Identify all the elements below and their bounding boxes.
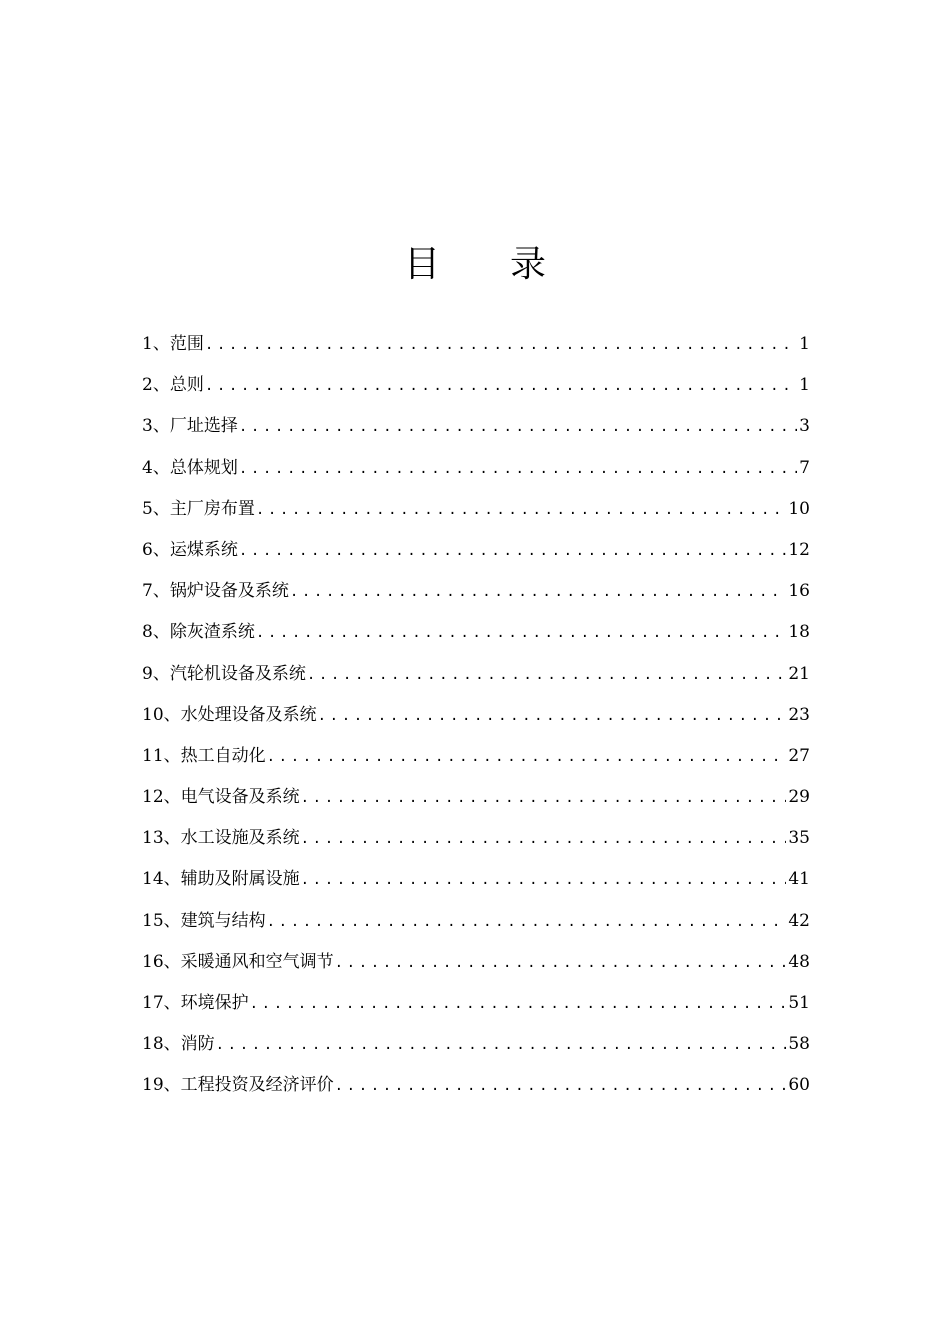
- toc-entry-label: 13、水工设施及系统: [142, 828, 300, 849]
- toc-entry-18[interactable]: [142, 1028, 810, 1069]
- toc-leader-dots: [301, 864, 787, 896]
- toc-entry-17[interactable]: [142, 987, 810, 1028]
- toc-entry-page: 18: [788, 622, 810, 643]
- toc-entry-page: 10: [788, 498, 810, 519]
- toc-entry-label: 18、消防: [142, 1034, 215, 1055]
- toc-entry-label: 16、采暖通风和空气调节: [142, 951, 334, 972]
- toc-entry-page: 41: [788, 869, 810, 890]
- toc-entry-page: 21: [788, 663, 810, 684]
- toc-entry-page: 60: [788, 1075, 810, 1096]
- toc-entry-10[interactable]: [142, 699, 810, 740]
- toc-entry-8[interactable]: [142, 616, 810, 657]
- toc-entry-page: 7: [799, 457, 810, 478]
- toc-entry-page: 51: [788, 993, 810, 1013]
- toc-entry-page: 12: [788, 539, 810, 560]
- toc-leader-dots: [250, 988, 787, 1020]
- toc-entry-label: 7、锅炉设备及系统: [142, 581, 289, 602]
- toc-entry-page: 58: [788, 1034, 810, 1055]
- toc-leader-dots: [335, 947, 787, 979]
- toc-leader-dots: [239, 453, 797, 485]
- toc-entry-label: 11、热工自动化: [142, 745, 266, 766]
- toc-entry-page: 35: [788, 828, 810, 849]
- toc-leader-dots: [301, 782, 787, 814]
- toc-entry-7[interactable]: [142, 575, 810, 616]
- toc-entry-label: 12、电气设备及系统: [142, 787, 300, 808]
- toc-entry-9[interactable]: [142, 658, 810, 699]
- toc-entry-page: 48: [788, 951, 810, 972]
- toc-entry-label: 8、除灰渣系统: [142, 622, 255, 643]
- toc-entry-15[interactable]: [142, 905, 810, 946]
- toc-entry-11[interactable]: [142, 740, 810, 781]
- toc-leader-dots: [267, 741, 787, 773]
- toc-leader-dots: [256, 617, 787, 649]
- toc-leader-dots: [318, 700, 787, 732]
- toc-entry-13[interactable]: [142, 822, 810, 863]
- toc-entry-2[interactable]: [142, 369, 810, 410]
- toc-leader-dots: [301, 823, 787, 855]
- toc-entry-page: 42: [788, 910, 810, 931]
- toc-entry-label: 5、主厂房布置: [142, 498, 255, 519]
- toc-entry-12[interactable]: [142, 781, 810, 822]
- toc-entry-3[interactable]: [142, 410, 810, 451]
- toc-entry-4[interactable]: [142, 452, 810, 493]
- toc-entry-page: 23: [788, 704, 810, 725]
- title-char-1: 目: [403, 244, 440, 286]
- toc-leader-dots: [256, 494, 787, 526]
- toc-leader-dots: [216, 1029, 787, 1061]
- toc-entry-label: 14、辅助及附属设施: [142, 869, 300, 890]
- toc-entry-label: 6、运煤系统: [142, 539, 238, 560]
- toc-entry-label: 15、建筑与结构: [142, 910, 266, 931]
- page-title: [0, 236, 950, 287]
- toc-leader-dots: [239, 411, 797, 443]
- title-char-2: 录: [510, 244, 547, 286]
- table-of-contents: [142, 328, 810, 1111]
- toc-entry-page: 27: [788, 745, 810, 766]
- toc-entry-page: 29: [788, 787, 810, 808]
- toc-leader-dots: [290, 576, 787, 608]
- toc-entry-14[interactable]: [142, 863, 810, 904]
- toc-entry-page: 3: [799, 416, 810, 437]
- toc-entry-page: 1: [799, 375, 810, 396]
- toc-entry-page: 1: [799, 334, 810, 354]
- toc-leader-dots: [335, 1070, 787, 1102]
- toc-leader-dots: [239, 535, 787, 567]
- toc-entry-1[interactable]: [142, 328, 810, 369]
- toc-entry-label: 2、总则: [142, 375, 204, 396]
- toc-entry-label: 10、水处理设备及系统: [142, 704, 317, 725]
- toc-leader-dots: [307, 659, 787, 691]
- toc-leader-dots: [205, 370, 797, 402]
- toc-entry-16[interactable]: [142, 946, 810, 987]
- toc-entry-label: 1、范围: [142, 334, 204, 354]
- toc-entry-label: 4、总体规划: [142, 457, 238, 478]
- toc-entry-label: 17、环境保护: [142, 993, 249, 1013]
- toc-entry-page: 16: [788, 581, 810, 602]
- toc-entry-label: 9、汽轮机设备及系统: [142, 663, 306, 684]
- toc-entry-5[interactable]: [142, 493, 810, 534]
- toc-leader-dots: [205, 329, 797, 361]
- toc-leader-dots: [267, 906, 787, 938]
- toc-entry-label: 19、工程投资及经济评价: [142, 1075, 334, 1096]
- toc-entry-19[interactable]: [142, 1069, 810, 1110]
- toc-entry-6[interactable]: [142, 534, 810, 575]
- toc-entry-label: 3、厂址选择: [142, 416, 238, 437]
